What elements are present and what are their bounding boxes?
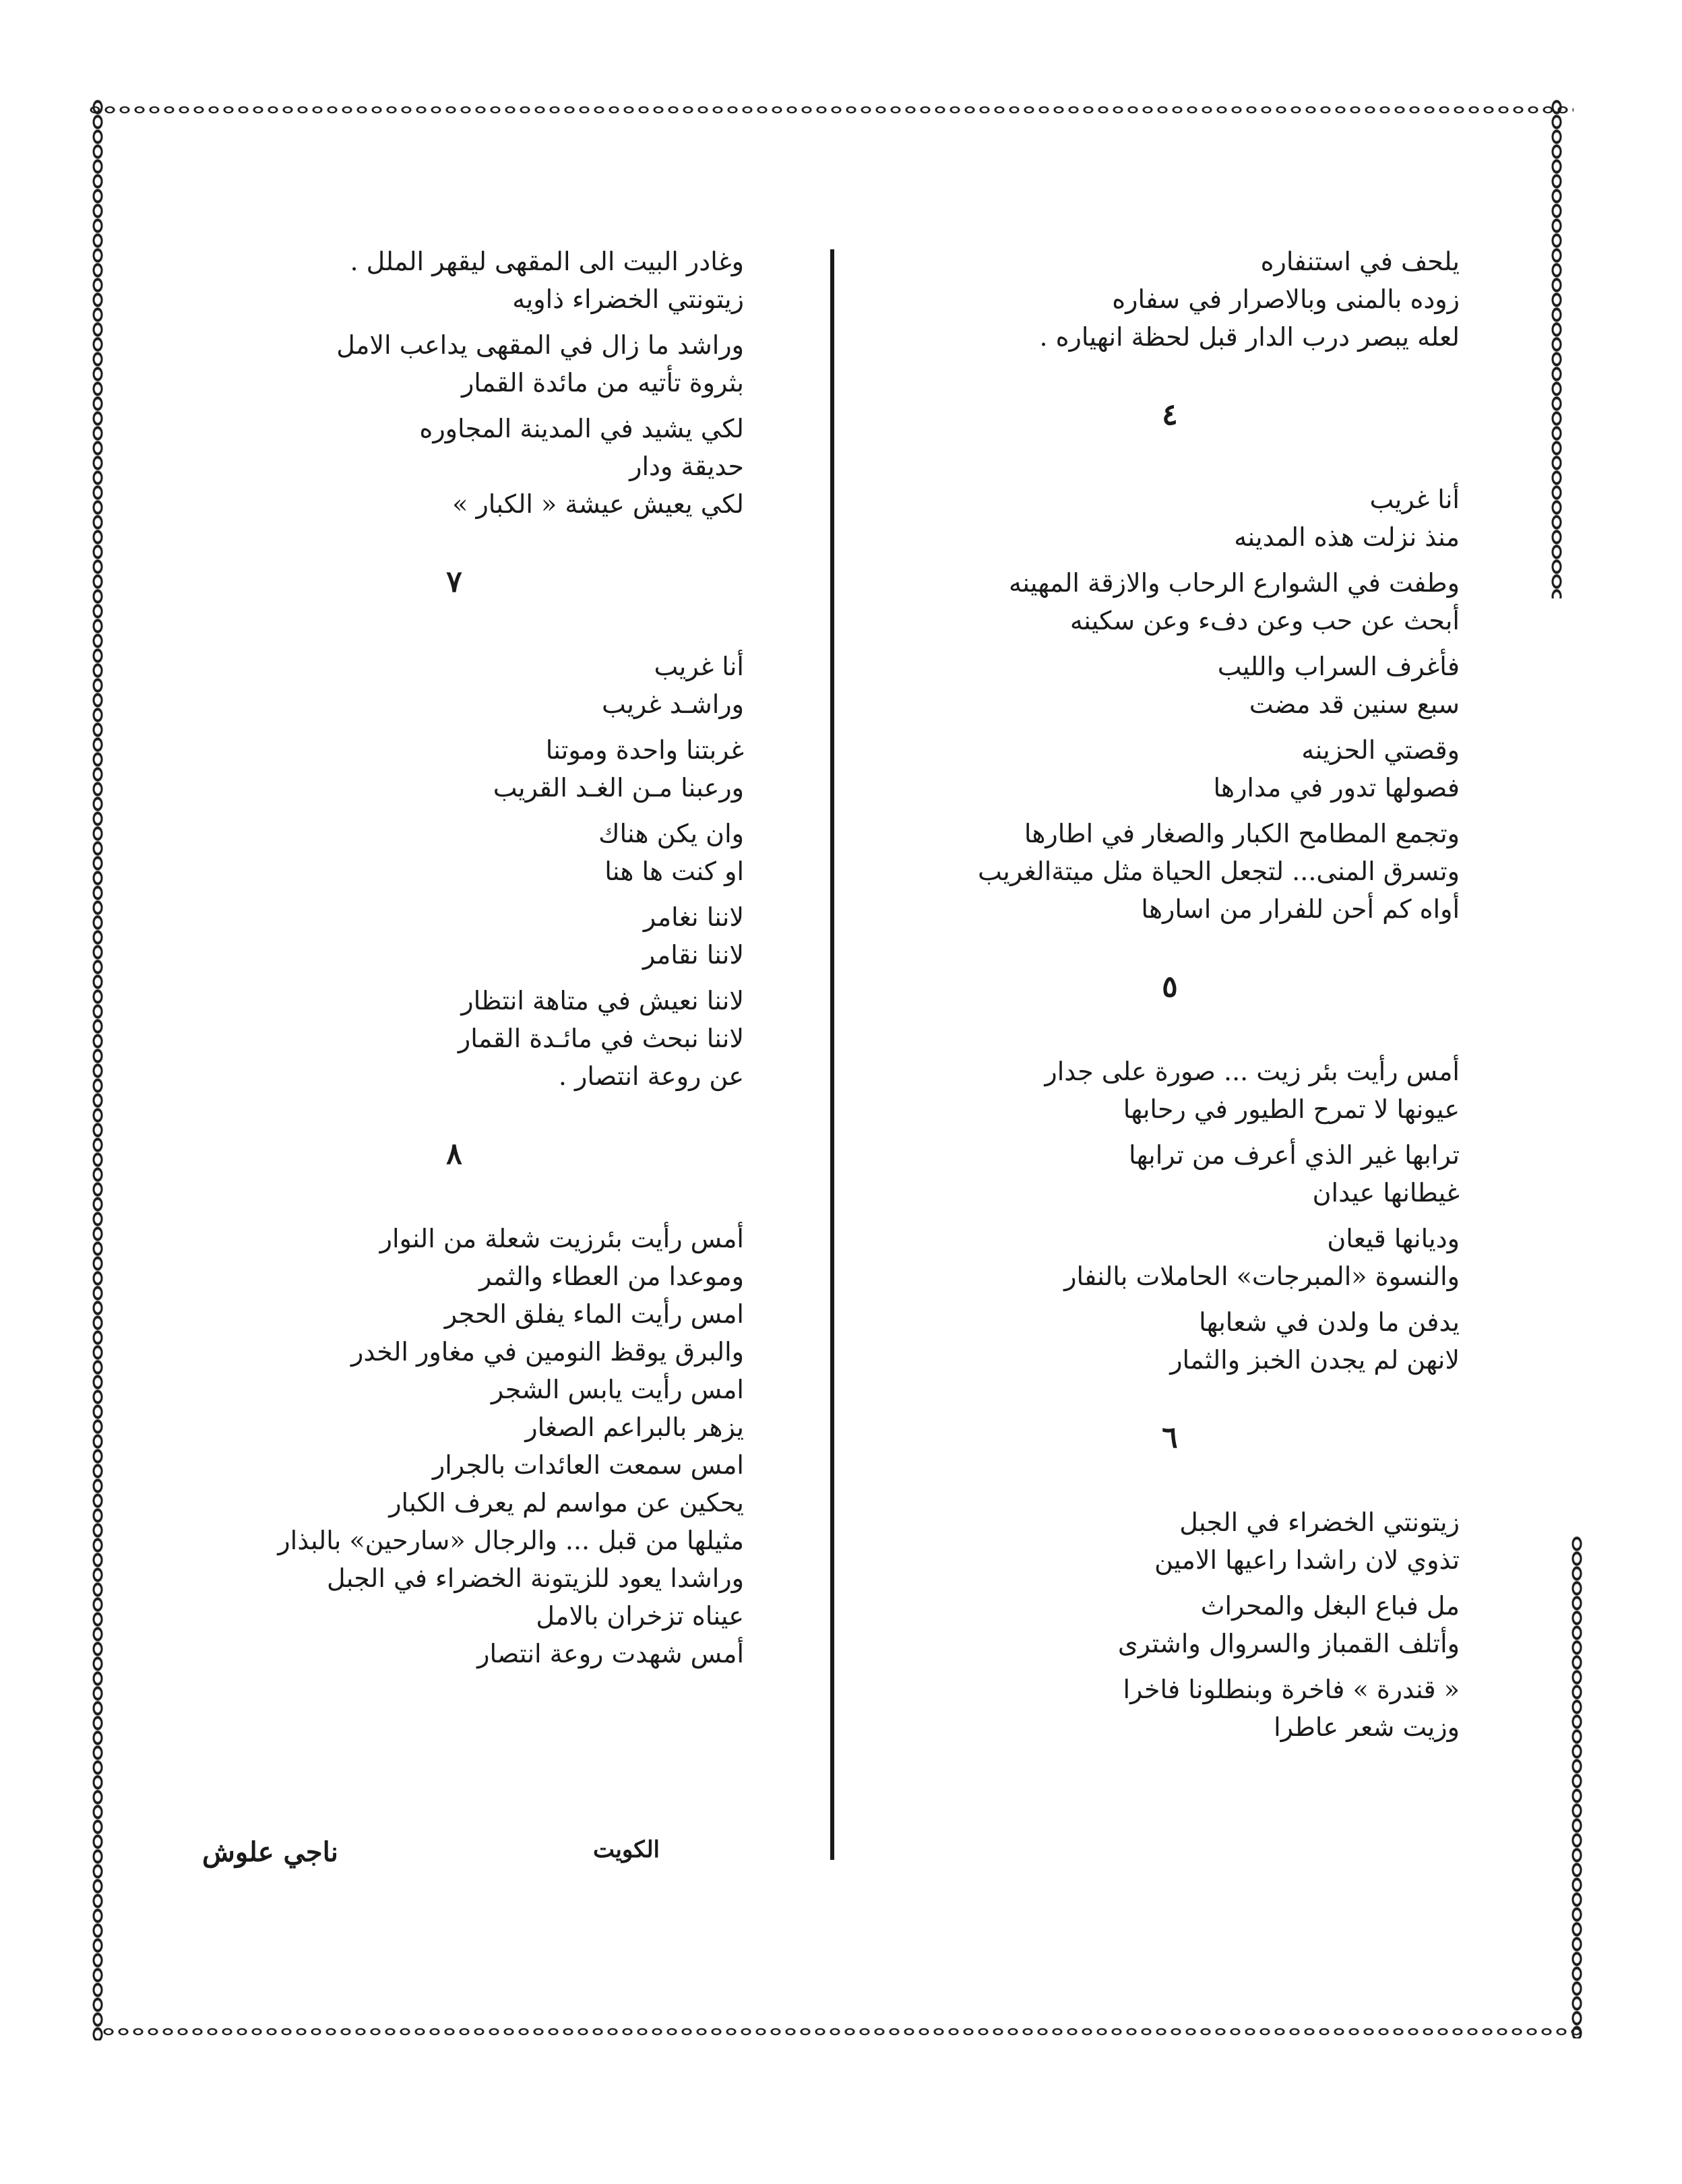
section-number-7: ٧ — [446, 565, 462, 599]
verse-line: مثيلها من قبل ... والرجال «سارحين» بالبذار — [278, 1526, 744, 1555]
section-number-8: ٨ — [446, 1137, 462, 1171]
verse-line: وأتلف القمباز والسروال واشترى — [1117, 1629, 1460, 1658]
verse-line: بثروة تأتيه من مائدة القمار — [461, 368, 744, 398]
chain-border-bottom — [101, 2022, 1580, 2042]
verse-line: وراشـد غريب — [602, 689, 744, 719]
verse-line: ورعبنا مـن الغـد القريب — [493, 773, 744, 803]
right-intro-stanza — [880, 243, 1460, 356]
section-6-stanza — [880, 1503, 1460, 1746]
verse-line: أمس رأيت بئر زيت ... صورة على جدار — [1045, 1057, 1460, 1086]
verse-line: امس رأيت الماء يفلق الحجر — [444, 1299, 744, 1329]
verse-line: أمس شهدت روعة انتصار — [477, 1639, 744, 1668]
verse-line: مل فباع البغل والمحراث — [1200, 1591, 1460, 1621]
verse-line: أواه كم أحن للفرار من اسارها — [1141, 894, 1460, 924]
verse-line: أنا غريب — [1369, 485, 1460, 514]
verse-line: لاننا نغامر — [643, 902, 744, 932]
right-column — [880, 243, 1460, 1746]
chain-border-top — [88, 100, 1574, 120]
verse-line: منذ نزلت هذه المدينه — [1234, 522, 1460, 552]
left-intro-stanza — [164, 243, 744, 523]
verse-line: يلحف في استنفاره — [1260, 247, 1460, 276]
verse-line: والنسوة «المبرجات» الحاملات بالنفار — [1064, 1261, 1460, 1291]
verse-line: أمس رأيت بئرزيت شعلة من النوار — [379, 1224, 744, 1253]
verse-line: لكي يعيش عيشة « الكبار » — [452, 489, 744, 519]
verse-line: لعله يبصر درب الدار قبل لحظة انهياره . — [1039, 322, 1460, 352]
verse-line: لاننا نقامر — [642, 940, 744, 970]
verse-line: وزيت شعر عاطرا — [1274, 1712, 1460, 1742]
section-number-5: ٥ — [1162, 970, 1178, 1004]
chain-border-left — [88, 100, 108, 2040]
chain-border-right-upper — [1547, 100, 1567, 598]
verse-line: أبحث عن حب وعن دفء وعن سكينه — [1069, 606, 1460, 635]
verse-line: وقصتي الحزينه — [1301, 735, 1460, 765]
verse-line: وموعدا من العطاء والثمر — [478, 1261, 744, 1291]
section-number-4: ٤ — [1162, 398, 1178, 432]
verse-line: عيونها لا تمرح الطيور في رحابها — [1123, 1094, 1460, 1124]
section-5-stanza — [880, 1053, 1460, 1379]
verse-line: وان يكن هناك — [598, 819, 744, 848]
verse-line: وراشدا يعود للزيتونة الخضراء في الجبل — [327, 1563, 744, 1593]
verse-line: امس رأيت يابس الشجر — [491, 1375, 744, 1404]
verse-line: سبع سنين قد مضت — [1249, 689, 1460, 719]
section-7-stanza — [164, 648, 744, 1095]
author-signature: ناجي علوش — [202, 1836, 338, 1868]
column-divider — [830, 249, 834, 1860]
verse-line: وتسرق المنى... لتجعل الحياة مثل ميتةالغريب — [977, 856, 1460, 886]
verse-line: زيتونتي الخضراء في الجبل — [1179, 1507, 1460, 1537]
verse-line: يدفن ما ولدن في شعابها — [1199, 1307, 1460, 1337]
verse-line: وغادر البيت الى المقهى ليقهر الملل . — [350, 247, 744, 276]
verse-line: وطفت في الشوارع الرحاب والازقة المهينه — [1009, 568, 1460, 598]
verse-line: لكي يشيد في المدينة المجاوره — [419, 414, 744, 443]
verse-line: عيناه تزخران بالامل — [536, 1601, 744, 1631]
verse-line: امس سمعت العائدات بالجرار — [432, 1450, 744, 1480]
verse-line: أنا غريب — [654, 652, 744, 681]
verse-line: « قندرة » فاخرة وبنطلونا فاخرا — [1123, 1675, 1460, 1704]
verse-line: يحكين عن مواسم لم يعرف الكبار — [389, 1488, 744, 1518]
verse-line: زوده بالمنى وبالاصرار في سفاره — [1112, 284, 1460, 314]
verse-line: فصولها تدور في مدارها — [1213, 773, 1460, 803]
verse-line: زيتونتي الخضراء ذاويه — [512, 284, 744, 314]
verse-line: لانهن لم يجدن الخبز والثمار — [1170, 1345, 1460, 1375]
verse-line: عن روعة انتصار . — [558, 1061, 744, 1091]
verse-line: والبرق يوقظ النومين في مغاور الخدر — [351, 1337, 744, 1367]
verse-line: حديقة ودار — [629, 451, 744, 481]
verse-line: فأغرف السراب والليب — [1217, 652, 1460, 681]
verse-line: يزهر بالبراعم الصغار — [525, 1412, 744, 1442]
section-8-stanza — [164, 1220, 744, 1673]
verse-line: غربتنا واحدة وموتنا — [545, 735, 744, 765]
verse-line: وديانها قيعان — [1327, 1224, 1460, 1253]
chain-border-right-lower — [1567, 1536, 1587, 2038]
verse-line: لاننا نعيش في متاهة انتظار — [461, 986, 744, 1016]
left-column — [164, 243, 744, 1673]
section-4-stanza — [880, 480, 1460, 928]
verse-line: تذوي لان راشدا راعيها الامين — [1154, 1545, 1460, 1575]
verse-line: غيطانها عيدان — [1312, 1178, 1460, 1208]
verse-line: لاننا نبحث في مائـدة القمار — [458, 1024, 744, 1053]
verse-line: او كنت ها هنا — [604, 856, 744, 886]
verse-line: وتجمع المطامح الكبار والصغار في اطارها — [1024, 819, 1460, 848]
section-number-6: ٦ — [1162, 1421, 1178, 1455]
verse-line: وراشد ما زال في المقهى يداعب الامل — [336, 330, 744, 360]
signature-city: الكويت — [593, 1836, 660, 1863]
verse-line: ترابها غير الذي أعرف من ترابها — [1129, 1140, 1460, 1170]
